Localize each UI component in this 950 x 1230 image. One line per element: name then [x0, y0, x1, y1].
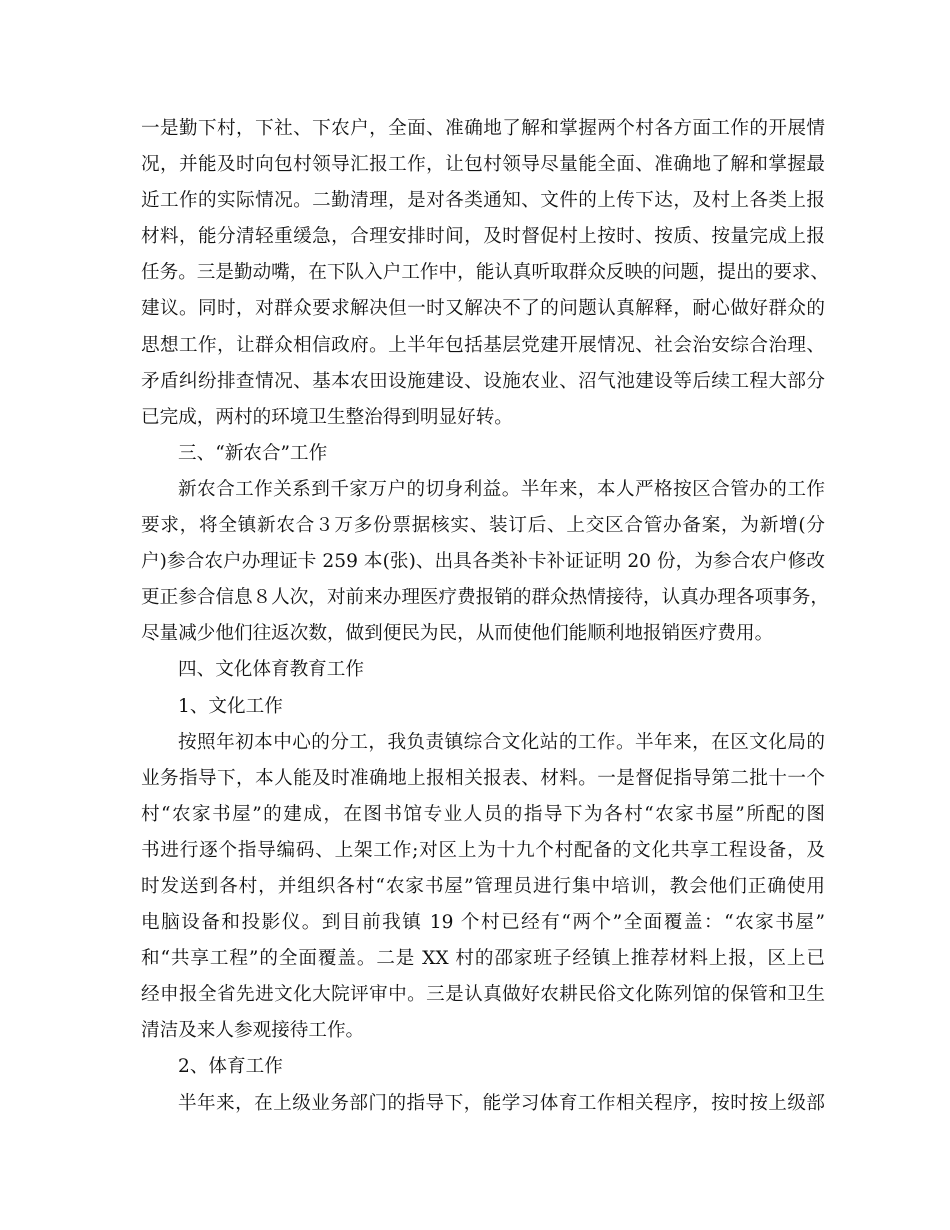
paragraph-line: 尽量减少他们往返次数，做到便民为民，从而使他们能顺利地报销医疗费用。 [141, 623, 774, 645]
paragraph-line: 户)参合农户办理证卡 259 本(张)、出具各类补卡补证证明 20 份，为参合农户修改 [141, 551, 825, 573]
paragraph-line: 近工作的实际情况。二勤清理，是对各类通知、文件的上传下达，及村上各类上报 [141, 190, 825, 212]
subsection-heading: 1、文化工作 [178, 695, 283, 717]
document-body [141, 111, 829, 1122]
paragraph-line: 书进行逐个指导编码、上架工作;对区上为十九个村配备的文化共享工程设备，及 [141, 839, 825, 861]
paragraph-line: 矛盾纠纷排查情况、基本农田设施建设、设施农业、沼气池建设等后续工程大部分 [141, 370, 825, 392]
paragraph-line: 经申报全省先进文化大院评审中。三是认真做好农耕民俗文化陈列馆的保管和卫生 [141, 984, 825, 1006]
paragraph-line: 村“农家书屋”的建成，在图书馆专业人员的指导下为各村“农家书屋”所配的图 [141, 803, 825, 825]
paragraph-line: 任务。三是勤动嘴，在下队入户工作中，能认真听取群众反映的问题，提出的要求、 [141, 262, 829, 284]
paragraph-line: 新农合工作关系到千家万户的切身利益。半年来，本人严格按区合管办的工作 [178, 478, 825, 500]
paragraph-line: 材料，能分清轻重缓急，合理安排时间，及时督促村上按时、按质、按量完成上报 [141, 226, 825, 248]
paragraph-line: 况，并能及时向包村领导汇报工作，让包村领导尽量能全面、准确地了解和掌握最 [141, 154, 825, 176]
section-heading: 三、“新农合”工作 [178, 442, 328, 464]
paragraph-line: 一是勤下村，下社、下农户，全面、准确地了解和掌握两个村各方面工作的开展情 [141, 118, 825, 139]
paragraph-line: 业务指导下，本人能及时准确地上报相关报表、材料。一是督促指导第二批十一个 [141, 767, 825, 789]
paragraph-line: 按照年初本中心的分工，我负责镇综合文化站的工作。半年来，在区文化局的 [178, 731, 825, 753]
paragraph-line: 更正参合信息８人次，对前来办理医疗费报销的群众热情接待，认真办理各项事务， [141, 587, 829, 609]
paragraph-line: 电脑设备和投影仪。到目前我镇 19 个村已经有“两个”全面覆盖：“农家书屋” [141, 912, 825, 934]
section-heading: 四、文化体育教育工作 [178, 659, 364, 681]
paragraph-line: 思想工作，让群众相信政府。上半年包括基层党建开展情况、社会治安综合治理、 [141, 334, 825, 356]
paragraph-line: 时发送到各村，并组织各村“农家书屋”管理员进行集中培训，教会他们正确使用 [141, 875, 825, 897]
paragraph-line: 已完成，两村的环境卫生整治得到明显好转。 [141, 406, 513, 428]
paragraph-line: 清洁及来人参观接待工作。 [141, 1020, 365, 1042]
paragraph-line: 半年来，在上级业务部门的指导下，能学习体育工作相关程序，按时按上级部 [178, 1092, 825, 1114]
paragraph-line: 和“共享工程”的全面覆盖。二是 XX 村的邵家班子经镇上推荐材料上报，区上已 [141, 948, 825, 970]
subsection-heading: 2、体育工作 [178, 1056, 283, 1078]
paragraph-line: 要求，将全镇新农合３万多份票据核实、装订后、上交区合管办备案，为新增(分 [141, 515, 825, 537]
paragraph-line: 建议。同时，对群众要求解决但一时又解决不了的问题认真解释，耐心做好群众的 [141, 298, 825, 320]
